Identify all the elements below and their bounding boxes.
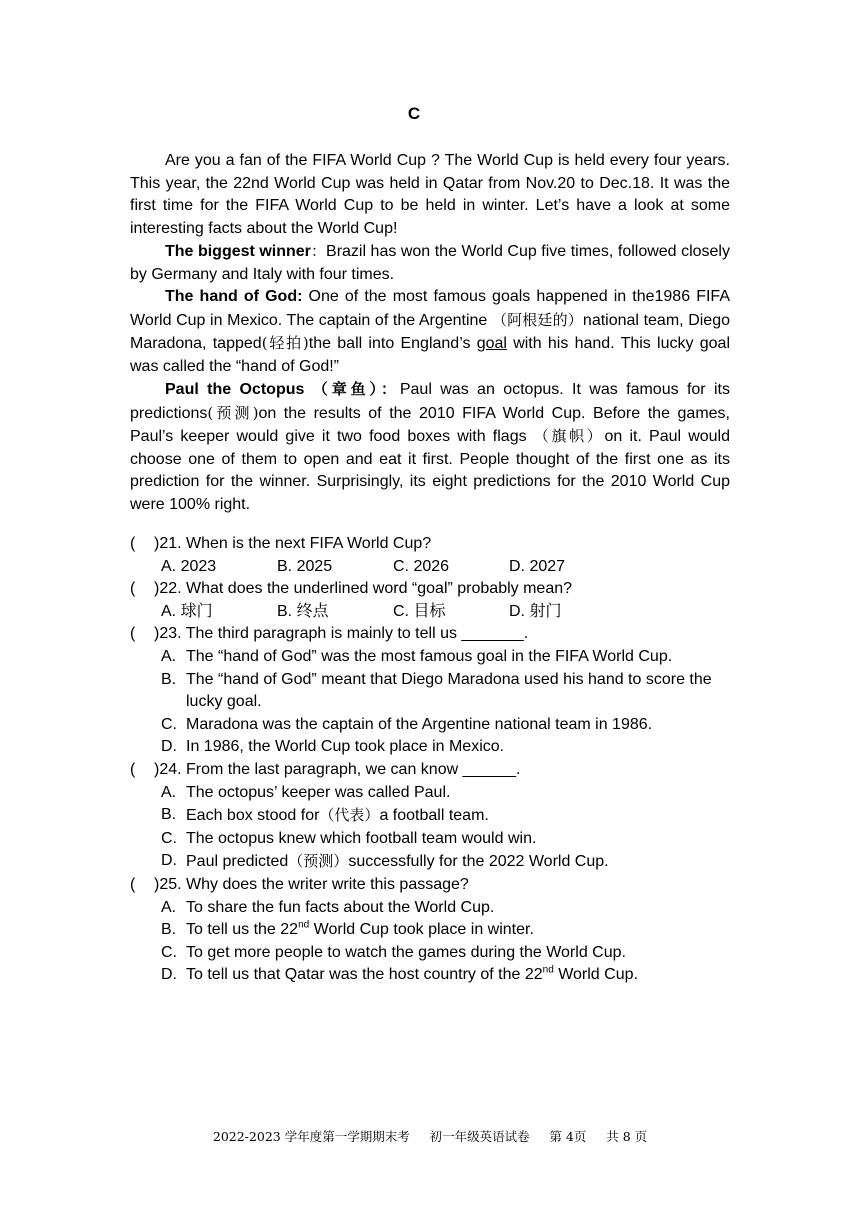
answer-blank[interactable]: ( (130, 625, 136, 643)
paragraph-text: the ball into England’s (308, 335, 477, 352)
paragraph-heading: The hand of God: (165, 288, 303, 305)
option-text (186, 850, 750, 874)
option-b: B. 2025 (277, 557, 333, 575)
section-letter: C (407, 104, 421, 123)
option-text (186, 804, 750, 828)
option-text-part: To tell us the 22 (186, 921, 299, 939)
option-c (130, 942, 750, 965)
question-text: )25. Why does the writer write this passage? (154, 875, 469, 893)
options-22 (130, 601, 750, 624)
paragraph-heading: Paul the Octopus (165, 381, 305, 398)
answer-blank[interactable]: ( (130, 875, 136, 893)
option-d (130, 736, 750, 759)
option-c: C. 2026 (393, 557, 450, 575)
option-label: A. (161, 647, 177, 665)
paragraph-text: One of the most famous goals happened in the1986 FIFA World Cup in Mexico. The captain of the Argentine (130, 288, 730, 329)
option-label: B. (161, 670, 177, 688)
reading-passage (130, 150, 730, 516)
chinese-gloss: （旗帜） (533, 427, 605, 445)
option-a (130, 646, 750, 669)
option-text-part: World Cup. (553, 966, 638, 984)
chinese-gloss: （阿根廷的） (491, 310, 583, 329)
question-text: )22. What does the underlined word “goal” probably mean? (154, 580, 573, 598)
option-label: C. (161, 943, 177, 961)
chinese-heading: （章鱼）： (312, 380, 400, 398)
chinese-gloss: （预测） (288, 852, 349, 871)
paragraph-text: national team, Diego Maradona, tapped (130, 311, 730, 352)
option-a: A. 球门 (161, 602, 213, 620)
option-label: D. (161, 738, 177, 756)
question-21 (130, 533, 750, 556)
option-text-part: Paul predicted (186, 853, 289, 871)
option-text: To share the fun facts about the World Cup. (186, 898, 495, 916)
option-text-part: To tell us that Qatar was the host country of the 22 (186, 966, 543, 984)
option-d (130, 964, 750, 987)
question-22 (130, 578, 750, 601)
paragraph-heading: The biggest winner (165, 243, 311, 260)
option-d: D. 2027 (509, 557, 566, 575)
option-label: C. (161, 829, 177, 847)
paragraph-text: Brazil has won the World Cup five times, followed closely by Germany and Italy with four times. (130, 243, 730, 283)
paragraph-text: with his hand. This lucky goal was called the “hand of God!” (130, 335, 730, 375)
chinese-gloss: (预测) (207, 403, 259, 422)
option-text-part: successfully for the 2022 World Cup. (348, 853, 609, 871)
passage-paragraph-3 (130, 286, 730, 378)
colon: ： (310, 242, 327, 260)
option-a (130, 897, 750, 920)
option-text: To get more people to watch the games during the World Cup. (186, 943, 626, 961)
option-d (130, 850, 750, 874)
question-list (130, 533, 750, 987)
option-text: Maradona was the captain of the Argentine national team in 1986. (186, 715, 653, 733)
chinese-gloss: (轻拍) (261, 334, 309, 352)
question-text: )21. When is the next FIFA World Cup? (154, 535, 432, 552)
option-b (130, 669, 750, 714)
passage-paragraph-4 (130, 378, 730, 516)
question-23 (130, 623, 750, 646)
option-text: The octopus knew which football team would win. (186, 829, 537, 847)
option-label: A. (161, 783, 177, 801)
option-label: B. (161, 921, 177, 939)
answer-blank[interactable]: ( (130, 760, 136, 778)
option-d: D. 射门 (509, 602, 562, 620)
options-21 (130, 556, 750, 579)
paragraph-text: on the results of the 2010 FIFA World Cup. Before the games, Paul’s keeper would give it two food boxes with flags (130, 404, 730, 445)
superscript: nd (298, 919, 310, 931)
passage-paragraph-1: Are you a fan of the FIFA World Cup ? The World Cup is held every four years. This year, the 22nd World Cup was held in Qatar from Nov.20 to Dec.18. It was the first time for the FIFA World Cup to be held in winter. Let’s have a look at some interesting facts about the World Cup! (130, 152, 730, 237)
option-b (130, 919, 750, 942)
question-text: )24. From the last paragraph, we can know ______. (154, 760, 521, 778)
chinese-gloss: （代表） (319, 806, 380, 825)
option-c: C. 目标 (393, 602, 446, 620)
option-a: A. 2023 (161, 557, 217, 575)
option-label: D. (161, 966, 177, 984)
answer-blank[interactable]: ( (130, 535, 136, 552)
option-text: The octopus’ keeper was called Paul. (186, 783, 451, 801)
question-24 (130, 759, 750, 782)
option-b: B. 终点 (277, 602, 329, 620)
option-label: C. (161, 715, 177, 733)
option-c (130, 828, 750, 851)
option-text-part: World Cup took place in winter. (309, 921, 534, 939)
option-label: B. (161, 806, 177, 824)
page-footer: 2022-2023 学年度第一学期期末考 初一年级英语试卷 第 4页 共 8 页 (212, 1129, 648, 1144)
option-text: In 1986, the World Cup took place in Mexico. (186, 738, 505, 756)
superscript: nd (542, 964, 554, 976)
option-label: D. (161, 852, 177, 870)
option-b (130, 804, 750, 828)
option-a (130, 782, 750, 805)
answer-blank[interactable]: ( (130, 580, 136, 598)
option-label: A. (161, 898, 177, 916)
option-text (186, 964, 750, 987)
passage-paragraph-2 (130, 240, 730, 286)
paragraph-text: on it. Paul would choose one of them to open and eat it first. People thought of the first one as its prediction for the winner. Surprisingly, its eight predictions for the 2010 World Cup were 100% right. (130, 428, 730, 513)
option-text: The “hand of God” meant that Diego Maradona used his hand to score the lucky goal. (186, 670, 712, 711)
option-text-part: a football team. (379, 807, 489, 825)
option-text (186, 919, 750, 942)
option-c (130, 714, 750, 737)
question-text: )23. The third paragraph is mainly to tell us _______. (154, 625, 529, 643)
underlined-word: goal (476, 335, 507, 352)
question-25 (130, 874, 750, 897)
option-text-part: Each box stood for (186, 807, 320, 825)
option-text: The “hand of God” was the most famous goal in the FIFA World Cup. (186, 647, 673, 665)
paragraph-text: Paul was an octopus. It was famous for its predictions (130, 381, 730, 422)
